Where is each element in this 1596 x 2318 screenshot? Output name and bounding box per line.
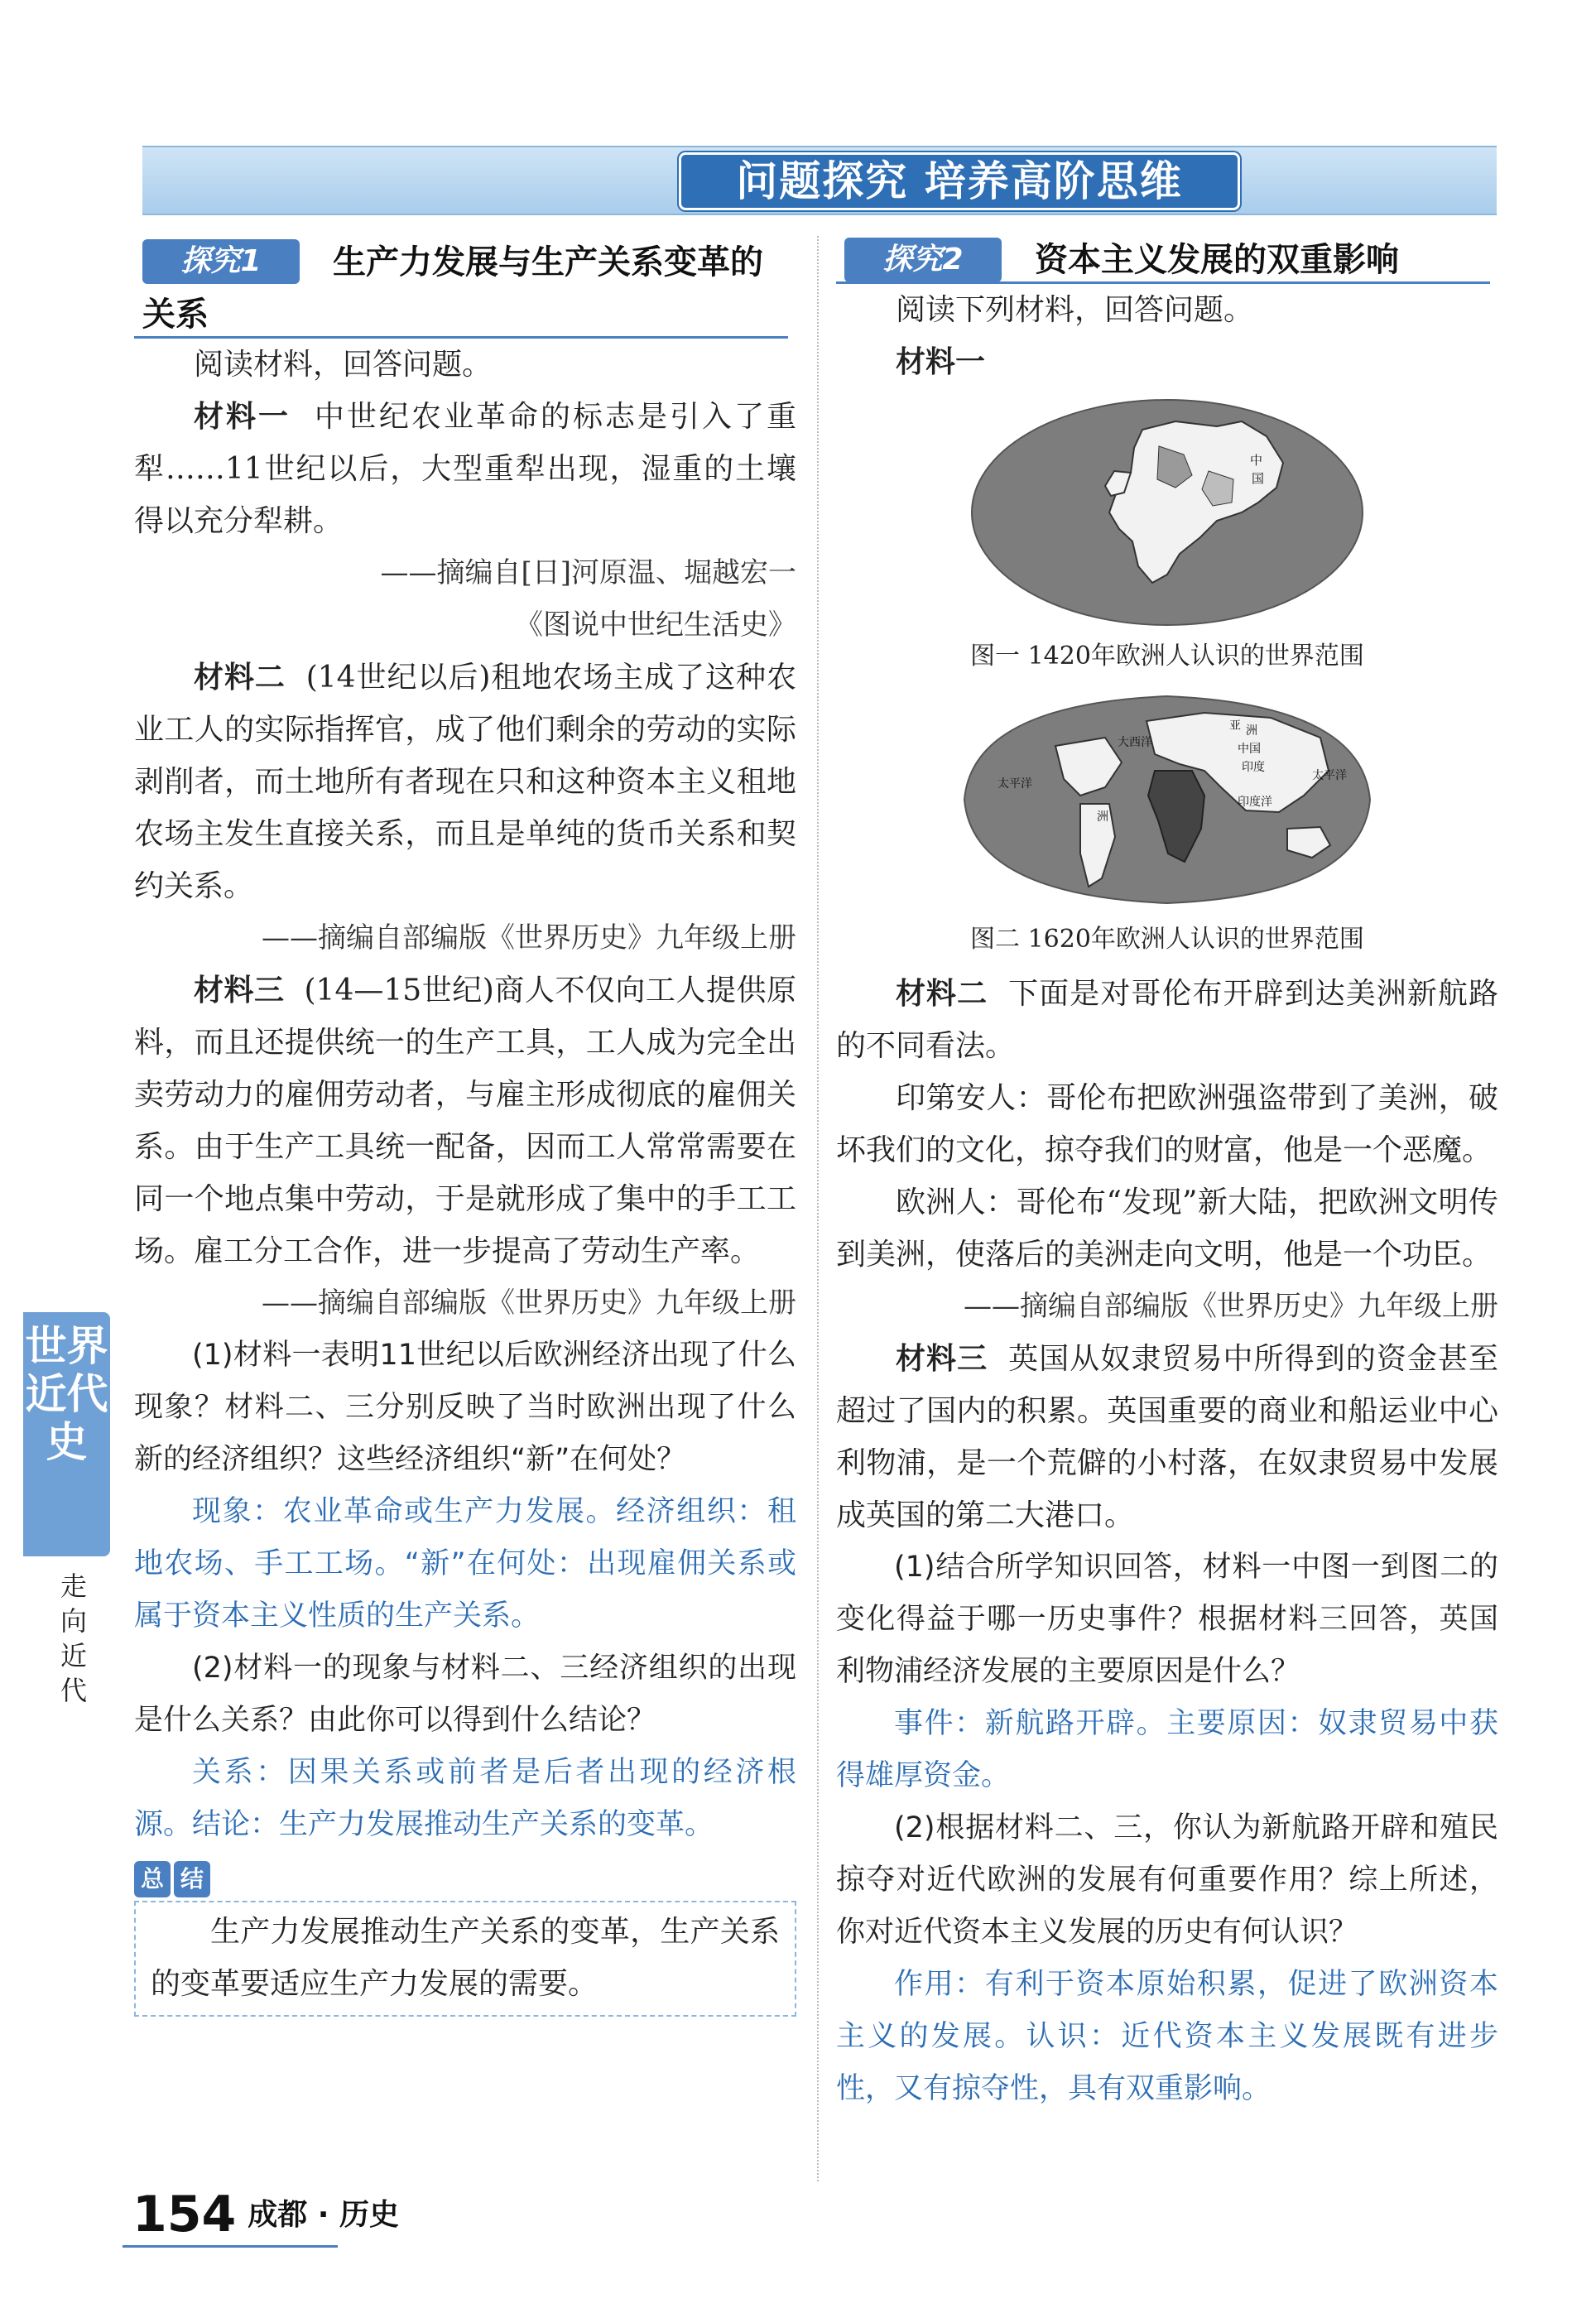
- r-answer1: 事件：新航路开辟。主要原因：奴隶贸易中获得雄厚资金。: [836, 1707, 1498, 1792]
- inquiry1-intro: 阅读材料，回答问题。: [194, 348, 493, 382]
- summary-text: 生产力发展推动生产关系的变革，生产关系的变革要适应生产力发展的需要。: [151, 1915, 780, 2001]
- map-1620: [956, 688, 1378, 911]
- material3: [134, 964, 796, 1277]
- section-banner: [142, 146, 1497, 215]
- inquiry2-tag: 探究2: [844, 238, 1002, 282]
- map2-label-pacific-e: 太平洋: [1312, 769, 1347, 782]
- summary-header: [134, 1861, 796, 1899]
- r-material2: [836, 968, 1498, 1072]
- map1-caption: 图一 1420年欧洲人认识的世界范围: [970, 642, 1364, 671]
- map2-caption: 图二 1620年欧洲人认识的世界范围: [970, 925, 1364, 954]
- material2-label: 材料二: [194, 661, 286, 695]
- map2-label-ya: 亚: [1229, 719, 1241, 733]
- summary-tag-2: 结: [174, 1861, 210, 1897]
- map2-label-zhou: 洲: [1246, 724, 1257, 738]
- r-material2-view2: 欧洲人：哥伦布“发现”新大陆，把欧洲文明传到美洲，使落后的美洲走向文明，他是一个功臣。: [836, 1185, 1498, 1272]
- inquiry2-header: [836, 236, 1490, 284]
- r-material2-text: 下面是对哥伦布开辟到达美洲新航路的不同看法。: [836, 977, 1498, 1063]
- summary-tag-1: 总: [134, 1861, 171, 1897]
- question1: (1)材料一表明11世纪以后欧洲经济出现了什么现象？材料二、三分别反映了当时欧洲出现了什么新的经济组织？这些经济组织“新”在何处？: [134, 1339, 796, 1476]
- inquiry1-title: 生产力发展与生产关系变革的: [333, 243, 763, 281]
- inquiry1-tag: 探究1: [142, 239, 300, 284]
- left-column: [134, 236, 796, 2017]
- map2-label-zhou2: 洲: [1097, 810, 1108, 824]
- summary-box: [134, 1901, 796, 2017]
- material3-cite: ——摘编自部编版《世界历史》九年级上册: [262, 1286, 796, 1320]
- r-material3-label: 材料三: [896, 1342, 988, 1376]
- page-number: 154: [132, 2186, 237, 2243]
- answer1: 现象：农业革命或生产力发展。经济组织：租地农场、手工工场。“新”在何处：出现雇佣关系或属于资本主义性质的生产关系。: [134, 1495, 796, 1633]
- map2-label-pacific-w: 太平洋: [997, 777, 1032, 791]
- material2-text: (14世纪以后)租地农场主成了这种农业工人的实际指挥官，成了他们剩余的劳动的实际剥削者，而土地所有者现在只和这种资本主义租地农场主发生直接关系，而且是单纯的货币关系和契约关系。: [134, 661, 796, 903]
- column-divider: [817, 236, 819, 2181]
- r-material3: [836, 1333, 1498, 1541]
- r-question1: (1)结合所学知识回答，材料一中图一到图二的变化得益于哪一历史事件？根据材料三回答，英国利物浦经济发展的主要原因是什么？: [836, 1551, 1498, 1688]
- question2: (2)材料一的现象与材料二、三经济组织的出现是什么关系？由此你可以得到什么结论？: [134, 1652, 796, 1737]
- r-material2-label: 材料二: [896, 977, 988, 1011]
- side-tab-world-modern-history: 世界近代史: [23, 1312, 110, 1556]
- footer-underline: [123, 2245, 338, 2248]
- map2-label-china: 中国: [1238, 743, 1261, 756]
- page-footer: [132, 2186, 399, 2243]
- material1: [134, 391, 796, 547]
- footer-text: 成都 · 历史: [248, 2198, 399, 2232]
- inquiry2-intro: 阅读下列材料，回答问题。: [896, 293, 1254, 327]
- map-1420: [969, 397, 1366, 628]
- inquiry1-header: [134, 236, 796, 291]
- banner-title: 问题探究 培养高阶思维: [679, 152, 1240, 210]
- r-material3-text: 英国从奴隶贸易中所得到的资金甚至超过了国内的积累。英国重要的商业和船运业中心利物浦，是一个荒僻的小村落，在奴隶贸易中发展成英国的第二大港口。: [836, 1342, 1498, 1532]
- map2-label-atlantic: 大西洋: [1118, 736, 1152, 749]
- map1-label-guo: 国: [1252, 471, 1265, 486]
- inquiry2-title: 资本主义发展的双重影响: [1035, 241, 1399, 279]
- material1-cite-1: ——摘编自[日]河原温、堀越宏一: [380, 556, 796, 589]
- material3-text: (14—15世纪)商人不仅向工人提供原料，而且还提供统一的生产工具，工人成为完全出卖劳动力的雇佣劳动者，与雇主形成彻底的雇佣关系。由于生产工具统一配备，因而工人常常需要在同一个地点集中劳动，于是就形成了集中的手工工场。雇工分工合作，进一步提高了劳动生产率。: [134, 974, 796, 1268]
- r-material1-label: 材料一: [896, 345, 986, 379]
- material1-label: 材料一: [194, 400, 291, 434]
- right-column: [836, 236, 1498, 2115]
- material3-label: 材料三: [194, 974, 285, 1008]
- side-subtitle: 走向近代: [60, 1570, 87, 1706]
- material2-cite: ——摘编自部编版《世界历史》九年级上册: [262, 921, 796, 955]
- r-answer2: 作用：有利于资本原始积累，促进了欧洲资本主义的发展。认识：近代资本主义发展既有进步性，又有掠夺性，具有双重影响。: [836, 1968, 1498, 2105]
- r-material2-view1: 印第安人：哥伦布把欧洲强盗带到了美洲，破坏我们的文化，掠夺我们的财富，他是一个恶魔。: [836, 1081, 1498, 1167]
- material1-text: 中世纪农业革命的标志是引入了重犁……11世纪以后，大型重犁出现，湿重的土壤得以充分犁耕。: [134, 400, 796, 538]
- map1-label-zhong: 中: [1250, 453, 1263, 468]
- map2-label-indian-ocean: 印度洋: [1238, 796, 1272, 809]
- inquiry1-title-cont: 关系: [134, 291, 788, 339]
- r-material2-cite: ——摘编自部编版《世界历史》九年级上册: [964, 1290, 1498, 1323]
- map2-label-india: 印度: [1242, 761, 1265, 774]
- answer2: 关系：因果关系或前者是后者出现的经济根源。结论：生产力发展推动生产关系的变革。: [134, 1756, 796, 1841]
- material2: [134, 652, 796, 912]
- r-question2: (2)根据材料二、三，你认为新航路开辟和殖民掠夺对近代欧洲的发展有何重要作用？综上所述，你对近代资本主义发展的历史有何认识？: [836, 1811, 1498, 1949]
- material1-cite-2: 《图说中世纪生活史》: [515, 608, 796, 642]
